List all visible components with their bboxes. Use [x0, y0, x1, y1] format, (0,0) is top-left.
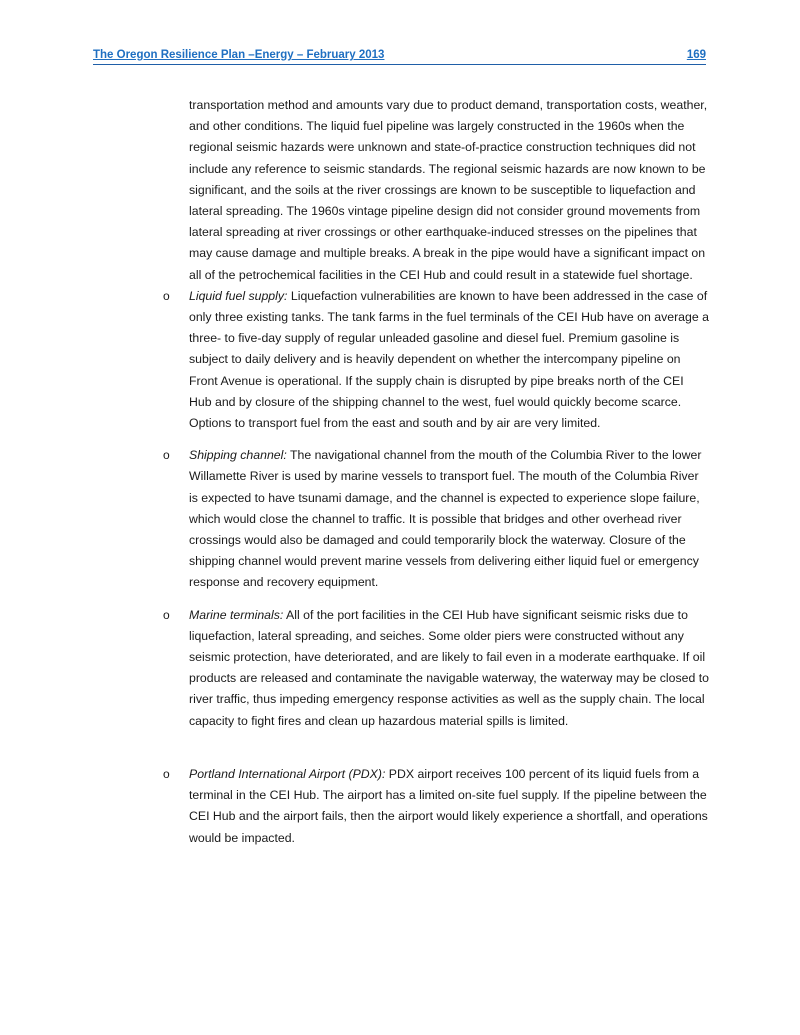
bullet-lead: Shipping channel: [189, 448, 287, 463]
bullet-lead: Liquid fuel supply: [189, 288, 288, 303]
bullet-marker: o [163, 766, 170, 781]
bullet-lead: Marine terminals: [189, 607, 284, 622]
document-title: The Oregon Resilience Plan –Energy – February 2013 [93, 49, 385, 61]
bullet-shipping-channel [163, 445, 709, 593]
bullet-lead: Portland International Airport (PDX): [189, 766, 386, 781]
bullet-text: The navigational channel from the mouth of the Columbia River to the lower Willamette River is used by marine vessels to transport fuel. The mouth of the Columbia River is expected to have tsunami damage, and the channel is expected to experience slope failure, which would close the channel to traffic. It is possible that bridges and other overhead river crossings would also be damaged and could temporarily block the waterway. Closure of the shipping channel would prevent marine vessels from delivering either liquid fuel or emergency response and recovery equipment. [189, 448, 702, 590]
bullet-text: PDX airport receives 100 percent of its liquid fuels from a terminal in the CEI Hub. The airport has a limited on-site fuel supply. If the pipeline between the CEI Hub and the airport fails, then the airport would likely experience a shortfall, and operations would be impacted. [189, 766, 708, 845]
bullet-marker: o [163, 607, 170, 622]
bullet-marine-terminals [163, 605, 709, 732]
main-content [163, 95, 709, 849]
intro-paragraph: transportation method and amounts vary due to product demand, transportation costs, weather, and other conditions. The liquid fuel pipeline was largely constructed in the 1960s when the regional seismic hazards were unknown and state-of-practice construction techniques did not include any reference to seismic standards. The regional seismic hazards are now known to be significant, and the soils at the river crossings are known to be susceptible to liquefaction and lateral spreading. The 1960s vintage pipeline design did not consider ground movements from lateral spreading at river crossings or other earthquake-induced stresses on the pipelines that may cause damage and multiple breaks. A break in the pipe would have a significant impact on all of the petrochemical facilities in the CEI Hub and could result in a statewide fuel shortage. [189, 98, 708, 282]
bullet-text: All of the port facilities in the CEI Hub have significant seismic risks due to liquefaction, lateral spreading, and seiches. Some older piers were constructed without any seismic protection, have deteriorated, and are likely to fail even in a moderate earthquake. If oil products are released and contaminate the navigable waterway, the waterway may be closed to river traffic, thus impeding emergency response activities as well as the supply chain. The local capacity to fight fires and clean up hazardous material spills is limited. [189, 607, 709, 728]
page-number: 169 [686, 49, 706, 61]
bullet-marker: o [163, 288, 170, 303]
bullet-liquid-fuel-supply [163, 286, 709, 434]
bullet-portland-airport [163, 764, 709, 849]
bullet-text: Liquefaction vulnerabilities are known to have been addressed in the case of only three existing tanks. The tank farms in the fuel terminals of the CEI Hub have on average a three- to five-day supply of regular unleaded gasoline and diesel fuel. Premium gasoline is subject to daily delivery and is heavily dependent on whether the intercompany pipeline on Front Avenue is operational. If the supply chain is disrupted by pipe breaks north of the CEI Hub and by closure of the shipping channel to the west, fuel would quickly become scarce. Options to transport fuel from the east and south and by air are very limited. [189, 288, 709, 431]
bullet-marker: o [163, 448, 170, 463]
page-header [93, 48, 706, 65]
